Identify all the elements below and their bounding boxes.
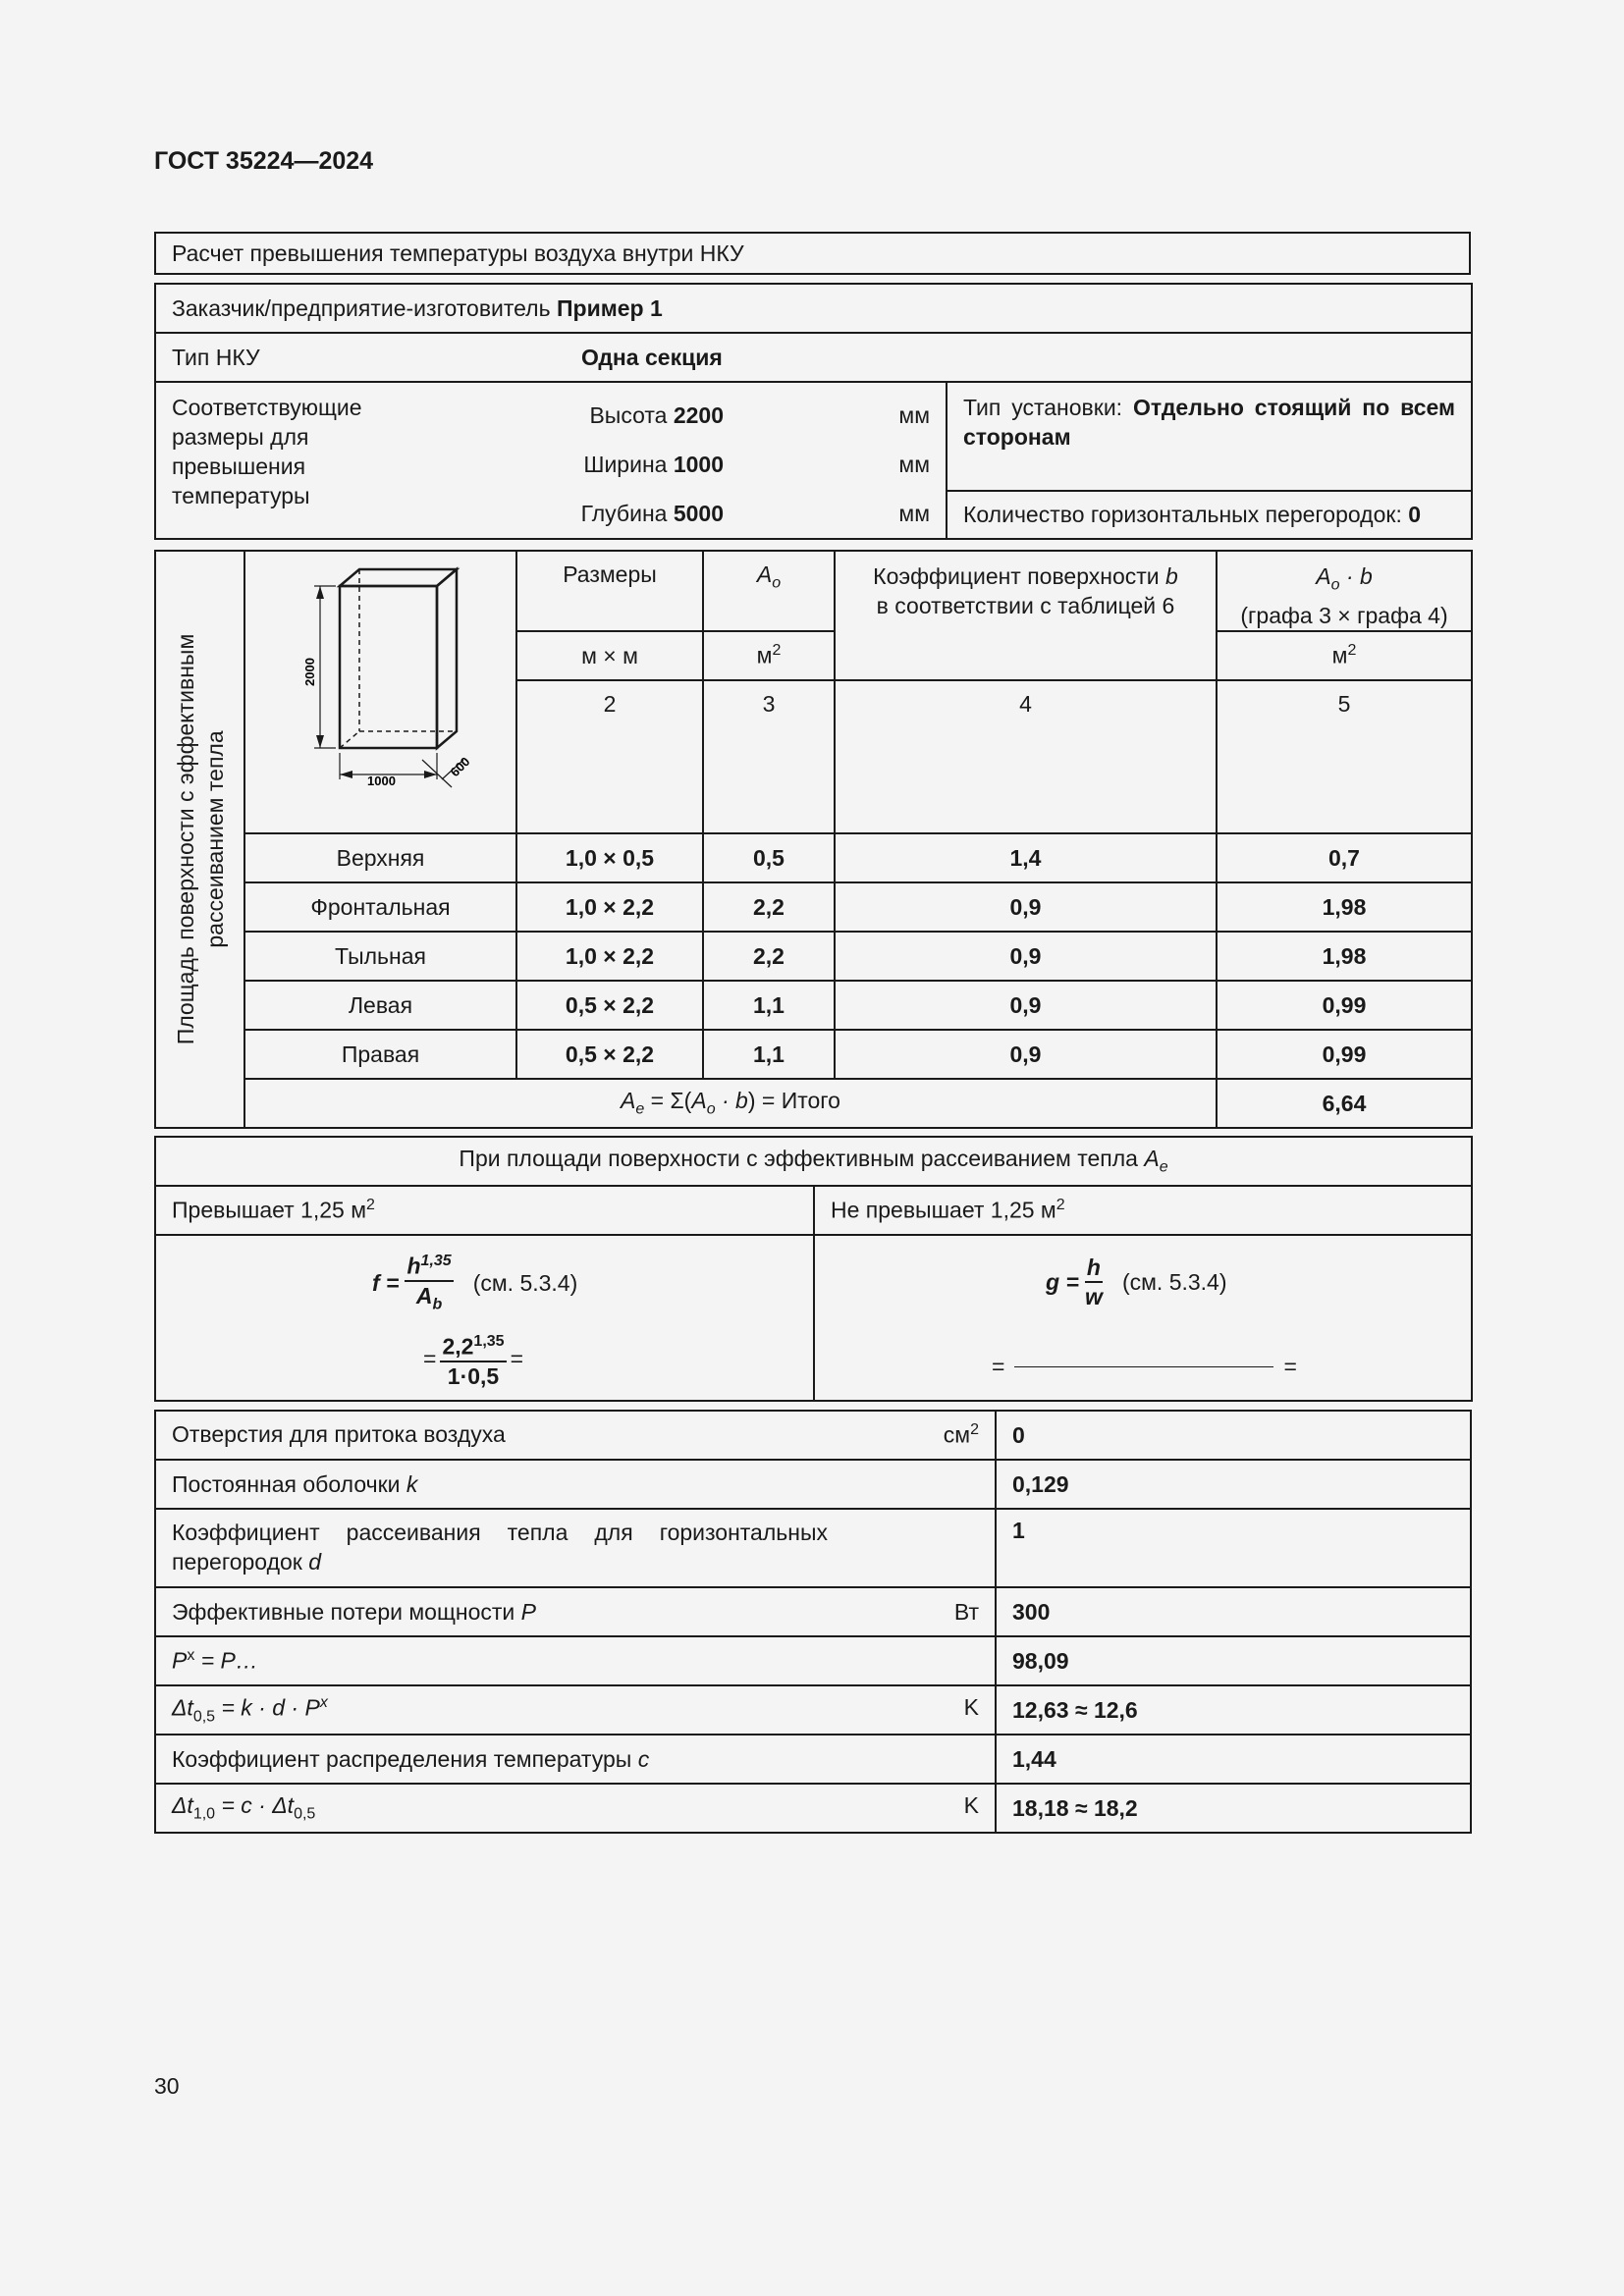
height-label: Высота [589, 401, 668, 428]
figure-cell [244, 551, 516, 833]
param-enclosure-constant-value: 0,129 [996, 1460, 1471, 1509]
figure-height-label: 2000 [302, 658, 317, 686]
surface-name: Тыльная [244, 932, 516, 981]
type-value: Одна секция [581, 344, 723, 370]
caption-table [154, 232, 1471, 275]
unit-mxm: м × м [516, 631, 703, 680]
figure-width-label: 1000 [367, 774, 396, 788]
partitions-cell [947, 491, 1472, 539]
depth-unit: мм [898, 500, 930, 526]
surface-row [155, 932, 1472, 981]
surface-ao: 2,2 [703, 932, 835, 981]
height-row [403, 391, 930, 440]
param-px: $P^x$ = P… [155, 1636, 996, 1685]
info-table [154, 283, 1473, 540]
surface-side-cell [155, 551, 244, 1128]
surface-side-label: Площадь поверхности с эффективным рассеиванием тепла [172, 633, 228, 1045]
partitions-label: Количество горизонтальных перегородок: [963, 502, 1402, 528]
total-value: 6,64 [1217, 1079, 1472, 1128]
exceeds-label: Превышает 1,25 $м^2$ [155, 1186, 814, 1235]
type-cell [155, 333, 1472, 382]
surface-name: Правая [244, 1030, 516, 1079]
surface-product: 0,99 [1217, 981, 1472, 1030]
param-temp-distribution-value: 1,44 [996, 1735, 1471, 1784]
header-coef: Коэффициент поверхности b в соответствии с таблицей 6 [835, 551, 1217, 680]
figure-depth-label: 600 [447, 754, 473, 780]
surface-name: Верхняя [244, 833, 516, 882]
g-formula: g = $\frac{h}{w}$ (см. 5.3.4) [1046, 1255, 1227, 1309]
depth-row [403, 489, 930, 538]
unit-m2-col5: $м^2$ [1217, 631, 1472, 680]
param-temp-distribution: Коэффициент распределения температуры c [155, 1735, 996, 1784]
surface-row [155, 833, 1472, 882]
param-enclosure-constant: Постоянная оболочки k [155, 1460, 996, 1509]
col-num-3: 3 [703, 680, 835, 833]
param-px-value: 98,09 [996, 1636, 1471, 1685]
param-power-loss-value: 300 [996, 1587, 1471, 1636]
partitions-value: 0 [1408, 502, 1422, 528]
surface-b: 0,9 [835, 981, 1217, 1030]
surface-ao: 0,5 [703, 833, 835, 882]
area-condition-table [154, 1136, 1473, 1402]
param-dt10: $\Delta t_{1,0} = c \cdot \Delta t_{0,5}$ K [155, 1784, 996, 1833]
surface-b: 0,9 [835, 932, 1217, 981]
unit-m2-col3: $м^2$ [703, 631, 835, 680]
surface-b: 1,4 [835, 833, 1217, 882]
surface-product: 0,99 [1217, 1030, 1472, 1079]
surface-b: 0,9 [835, 1030, 1217, 1079]
surface-table [154, 550, 1473, 1129]
g-formula-cell [814, 1235, 1472, 1401]
height-value: 2200 [673, 401, 724, 428]
total-formula: $A_e = \Sigma(A_o \cdot b)$ = Итого [244, 1079, 1217, 1128]
install-value: Отдельно стоящий по всем сторонам [963, 395, 1455, 450]
install-cell [947, 382, 1472, 491]
surface-ao: 1,1 [703, 981, 835, 1030]
surface-dims: 1,0 × 0,5 [516, 833, 703, 882]
width-row [403, 440, 930, 489]
surface-dims: 1,0 × 2,2 [516, 932, 703, 981]
param-partition-coef-value: 1 [996, 1509, 1471, 1587]
surface-product: 1,98 [1217, 882, 1472, 932]
surface-b: 0,9 [835, 882, 1217, 932]
width-unit: мм [898, 451, 930, 477]
param-partition-coef: Коэффициент рассеивания тепла для горизонтальных перегородок d [155, 1509, 996, 1587]
header-ao: $A_o$ [703, 551, 835, 631]
surface-row [155, 882, 1472, 932]
header-product: $A_o \cdot b$ (графа 3 × графа 4) [1217, 551, 1472, 631]
surface-product: 1,98 [1217, 932, 1472, 981]
install-label: Тип установки: [963, 395, 1123, 420]
surface-dims: 1,0 × 2,2 [516, 882, 703, 932]
col-num-2: 2 [516, 680, 703, 833]
g-blank-line [1014, 1366, 1273, 1367]
width-value: 1000 [673, 451, 724, 477]
surface-row [155, 1030, 1472, 1079]
page-number: 30 [154, 2073, 180, 2099]
area-header: При площади поверхности с эффективным рассеиванием тепла $A_e$ [155, 1137, 1472, 1186]
document-title: ГОСТ 35224—2024 [154, 147, 374, 175]
surface-name: Фронтальная [244, 882, 516, 932]
type-label: Тип НКУ [172, 344, 260, 370]
surface-product: 0,7 [1217, 833, 1472, 882]
caption-text: Расчет превышения температуры воздуха внутри НКУ [155, 233, 1470, 274]
dims-label: Соответствующие размеры для превышения температуры [172, 395, 362, 508]
f-substitution: = $\frac{2,2^{1,35}}{1\cdot 0,5}$ = [423, 1328, 523, 1390]
not-exceeds-label: Не превышает 1,25 $м^2$ [814, 1186, 1472, 1235]
surface-dims: 0,5 × 2,2 [516, 981, 703, 1030]
param-dt05: $\Delta t_{0,5} = k \cdot d \cdot P^x$ K [155, 1685, 996, 1735]
dims-cell [155, 382, 947, 539]
f-formula: f = $\frac{h^{1,35}}{A_b}$ (см. 5.3.4) [372, 1248, 577, 1318]
surface-dims: 0,5 × 2,2 [516, 1030, 703, 1079]
surface-row [155, 981, 1472, 1030]
parameters-table [154, 1410, 1472, 1834]
customer-value: Пример 1 [556, 294, 663, 321]
depth-value: 5000 [673, 500, 724, 526]
surface-ao: 1,1 [703, 1030, 835, 1079]
param-air-openings: Отверстия для притока воздуха $см^2$ [155, 1411, 996, 1460]
param-dt05-value: 12,63 ≈ 12,6 [996, 1685, 1471, 1735]
depth-label: Глубина [580, 500, 668, 526]
customer-cell [155, 284, 1472, 333]
customer-label: Заказчик/предприятие-изготовитель [172, 294, 551, 321]
height-unit: мм [898, 401, 930, 428]
surface-ao: 2,2 [703, 882, 835, 932]
param-power-loss: Эффективные потери мощности P Вт [155, 1587, 996, 1636]
f-formula-cell [155, 1235, 814, 1401]
surface-name: Левая [244, 981, 516, 1030]
cabinet-figure [245, 552, 514, 828]
col-num-5: 5 [1217, 680, 1472, 833]
param-air-openings-value: 0 [996, 1411, 1471, 1460]
col-num-4: 4 [835, 680, 1217, 833]
g-substitution: = = [992, 1354, 1297, 1379]
width-label: Ширина [583, 451, 668, 477]
header-dims: Размеры [516, 551, 703, 631]
param-dt10-value: 18,18 ≈ 18,2 [996, 1784, 1471, 1833]
